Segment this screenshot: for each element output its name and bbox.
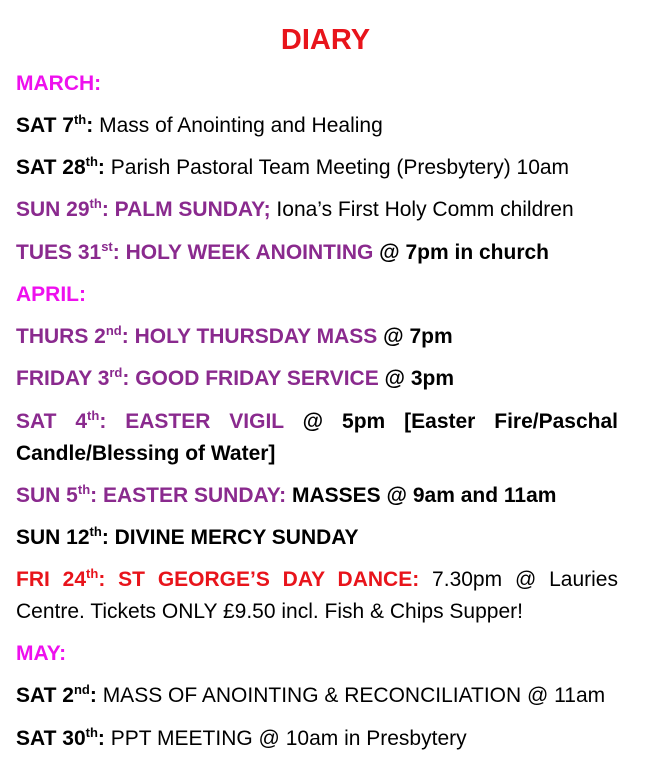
entry-colon: :	[97, 156, 105, 179]
entry-date: TUES 31	[16, 241, 102, 264]
entry-date: SAT 30	[16, 727, 86, 750]
entry-event: : EASTER VIGIL	[99, 410, 284, 433]
entry-event: : EASTER SUNDAY:	[90, 484, 287, 507]
entry-date-suffix: rd	[109, 365, 123, 380]
entry-apr-24	[16, 564, 618, 628]
diary-title: DIARY	[280, 24, 371, 56]
entry-event: : DIVINE MERCY SUNDAY	[101, 526, 359, 549]
entry-text: MASSES @ 9am and 11am	[286, 484, 557, 507]
entry-event: : HOLY THURSDAY MASS	[121, 325, 378, 348]
entry-text: MASS OF ANOINTING & RECONCILIATION @ 11am	[96, 684, 606, 707]
entry-date-suffix: th	[73, 112, 87, 127]
section-april: APRIL:	[16, 283, 86, 306]
entry-date: FRI 24	[16, 568, 87, 591]
entry-date-suffix: th	[89, 524, 102, 539]
entry-date: SUN 29	[16, 198, 90, 221]
entry-event: : PALM SUNDAY;	[101, 198, 271, 221]
entry-apr-12	[16, 522, 618, 554]
entry-text: Mass of Anointing and Healing	[93, 114, 383, 137]
entry-date-suffix: nd	[105, 323, 122, 338]
entry-text: @ 3pm	[378, 367, 455, 390]
entry-may-30	[16, 723, 618, 755]
entry-text: @ 7pm	[377, 325, 453, 348]
entry-mar-29	[16, 194, 618, 226]
entry-colon: :	[89, 684, 97, 707]
entry-event: : GOOD FRIDAY SERVICE	[122, 367, 379, 390]
entry-text: 7.30pm @ Lauries Centre. Tickets ONLY £9.50 incl. Fish & Chips Supper!	[16, 568, 618, 623]
entry-apr-3	[16, 363, 618, 395]
entry-mar-28	[16, 152, 618, 184]
entry-may-2	[16, 680, 618, 712]
entry-text: Parish Pastoral Team Meeting (Presbytery) 10am	[104, 156, 570, 179]
entry-date-suffix: th	[89, 196, 102, 211]
entry-mar-31	[16, 237, 618, 269]
entry-date: SUN 12	[16, 526, 90, 549]
entry-date: SAT 28	[16, 156, 86, 179]
entry-date-suffix: th	[86, 566, 99, 581]
entry-date-suffix: nd	[73, 682, 90, 697]
section-may: MAY:	[16, 642, 67, 665]
entry-date-suffix: th	[85, 154, 98, 169]
entry-date: SAT 2	[16, 684, 74, 707]
entry-date-suffix: th	[87, 408, 100, 423]
entry-date-suffix: th	[77, 482, 91, 497]
entry-text: Iona’s First Holy Comm children	[270, 198, 574, 221]
entry-mar-7	[16, 110, 618, 142]
entry-date: SAT 4	[16, 410, 88, 433]
entry-colon: :	[86, 114, 94, 137]
entry-text: PPT MEETING @ 10am in Presbytery	[104, 727, 467, 750]
entry-apr-5	[16, 480, 618, 512]
entry-event: : HOLY WEEK ANOINTING	[112, 241, 374, 264]
entry-apr-2	[16, 321, 618, 353]
entry-date: FRIDAY 3	[16, 367, 110, 390]
entry-colon: :	[97, 727, 105, 750]
entry-date: THURS 2	[16, 325, 106, 348]
entry-event: : ST GEORGE’S DAY DANCE:	[98, 568, 420, 591]
entry-date: SAT 7	[16, 114, 74, 137]
entry-date: SUN 5	[16, 484, 78, 507]
entry-text: @ 7pm in church	[373, 241, 550, 264]
section-march: MARCH:	[16, 72, 102, 95]
entry-text: @ 5pm [Easter Fire/Paschal Candle/Blessing of Water]	[16, 410, 618, 465]
entry-apr-4	[16, 406, 618, 470]
entry-date-suffix: st	[101, 239, 113, 254]
entry-date-suffix: th	[85, 725, 98, 740]
